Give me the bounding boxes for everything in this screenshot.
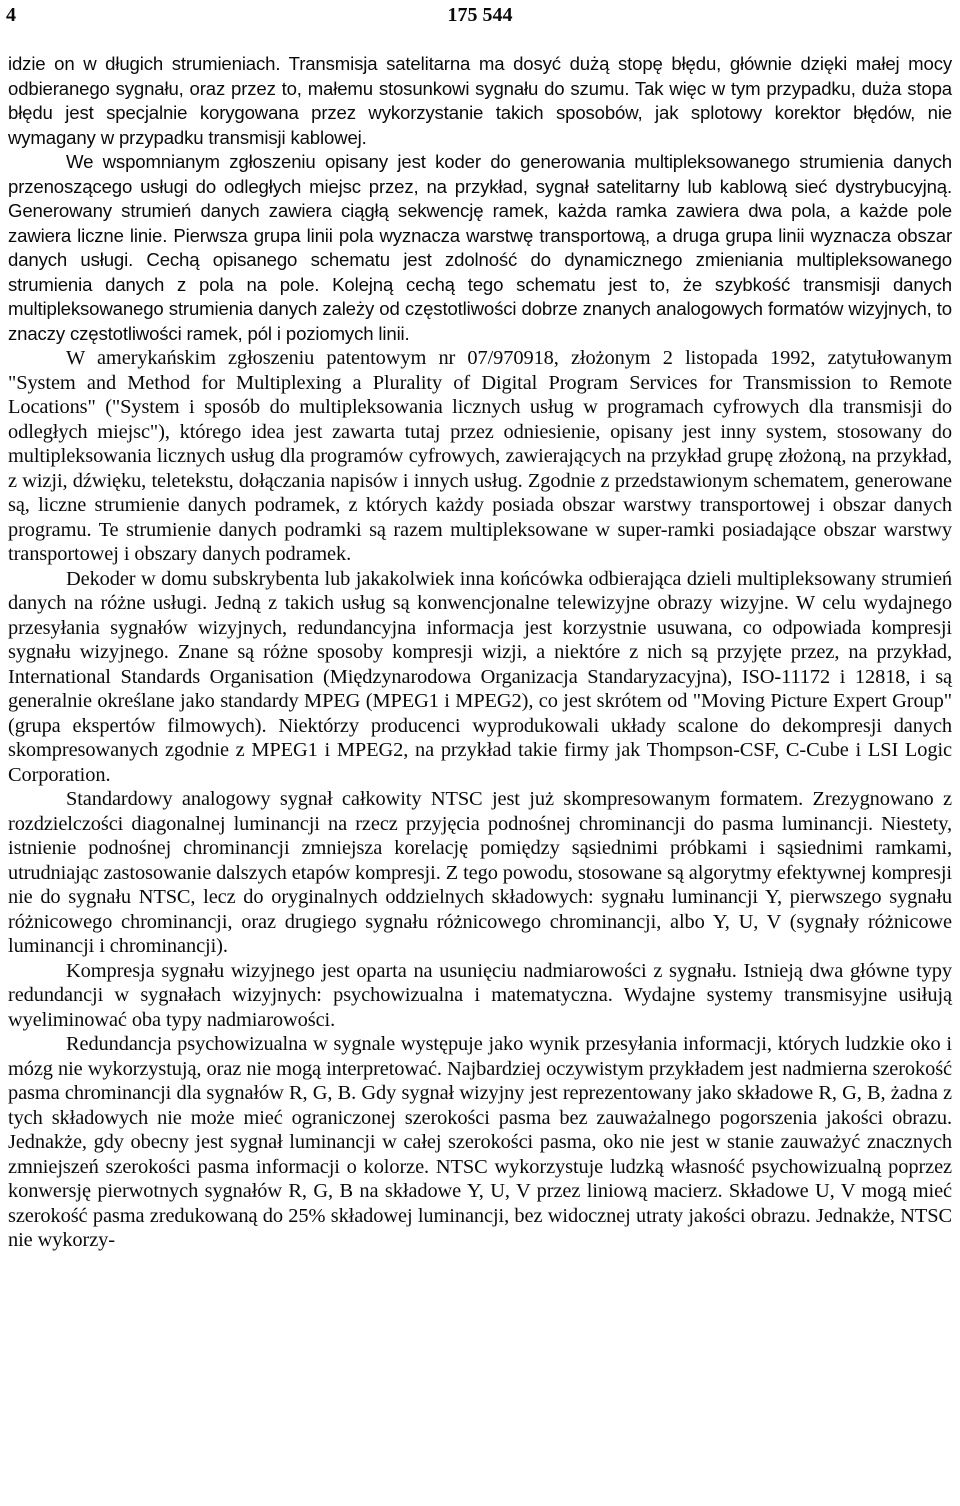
paragraph: Redundancja psychowizualna w sygnale występuje jako wynik przesyłania informacji, których ludzkie oko i mózg nie wykorzystują, oraz nie mogą interpretować. Najbardziej oczywistym przykładem jest nadmierna szerokość pasma chrominancji dla sygnałów R, G, B. Gdy sygnał wizyjny jest reprezentowany jako składowe R, G, B, żadna z tych składowych nie może mieć ograniczonej szerokości pasma bez zauważalnego pogorszenia jakości obrazu. Jednakże, gdy obecny jest sygnał luminancji w całej szerokości pasma, oko nie jest w stanie zauważyć znacznych zmniejszeń szerokości pasma informacji o kolorze. NTSC wykorzystuje ludzką własność psychowizualną poprzez konwersję pierwotnych sygnałów R, G, B na składowe Y, U, V przez liniową macierz. Składowe U, V mogą mieć szerokość pasma zredukowaną do 25% składowej luminancji, bez widocznej utraty jakości obrazu. Jednakże, NTSC nie wykorzy- xyxy=(8,1033,952,1251)
paragraph: Kompresja sygnału wizyjnego jest oparta na usunięciu nadmiarowości z sygnału. Istnieją dwa główne typy redundancji w sygnałach wizyjnych: psychowizualna i matematyczna. Wydajne systemy transmisyjne usiłują wyeliminować oba typy nadmiarowości. xyxy=(8,959,952,1031)
paragraph: Standardowy analogowy sygnał całkowity NTSC jest już skompresowanym formatem. Zrezygnowano z rozdzielczości diagonalnej luminancji na rzecz przyjęcia podnośnej chrominancji do pasma luminancji. Niestety, istnienie podnośnej chrominancji zmniejsza korelację pomiędzy sąsiednimi próbkami i sąsiednimi ramkami, utrudniając zastosowanie dalszych etapów kompresji. Z tego powodu, stosowane są algorytmy efektywnej kompresji nie do sygnału NTSC, lecz do oryginalnych oddzielnych składowych: sygnału luminancji Y, pierwszego sygnału różnicowego chrominancji, oraz drugiego sygnału różnicowego chrominancji, albo Y, U, V (sygnały różnicowe luminancji i chrominancji). xyxy=(8,788,952,957)
page-number: 4 xyxy=(6,4,16,26)
paragraph: Dekoder w domu subskrybenta lub jakakolwiek inna końcówka odbierająca dzieli multipleksowany strumień danych na różne usługi. Jedną z takich usług są konwencjonalne telewizyjne obrazy wizyjne. W celu wydajnego przesyłania sygnałów wizyjnych, redundancyjna informacja jest korzystnie usuwana, co odpowiada kompresji sygnału wizyjnego. Znane są różne sposoby kompresji wizji, a niektóre z nich są przyjęte przez, na przykład, International Standards Organisation (Międzynarodowa Organizacja Standaryzacyjna), ISO-11172 i 12818, i są generalnie określane jako standardy MPEG (MPEG1 i MPEG2), co jest skrótem od "Moving Picture Expert Group" (grupa ekspertów filmowych). Niektórzy producenci wyprodukowali układy scalone do dekompresji danych skompresowanych zgodnie z MPEG1 i MPEG2, na przykład takie firmy jak Thompson-CSF, C-Cube i LSI Logic Corporation. xyxy=(8,567,952,786)
page-header xyxy=(0,4,960,30)
paragraph-continued: idzie on w długich strumieniach. Transmisja satelitarna ma dosyć dużą stopę błędu, głównie dzięki małej mocy odbieranego sygnału, oraz przez to, małemu stosunkowi sygnału do szumu. Tak więc w tym przypadku, duża stopa błędu jest specjalnie korygowana przez wykorzystanie takich sposobów, jak splotowy korektor błędów, nie wymagany w przypadku transmisji kablowej. xyxy=(8,53,952,148)
paragraph: We wspomnianym zgłoszeniu opisany jest koder do generowania multipleksowanego strumienia danych przenoszącego usługi do odległych miejsc przez, na przykład, sygnał satelitarny lub kablową sieć dystrybucyjną. Generowany strumień danych zawiera ciągłą sekwencję ramek, każda ramka zawiera dwa pola, a każde pole zawiera liczne linie. Pierwsza grupa linii pola wyznacza warstwę transportową, a druga grupa linii wyznacza obszar danych usługi. Cechą opisanego schematu jest zdolność do dynamicznego zmieniania multipleksowanego strumienia danych z pola na pole. Kolejną cechą tego schematu jest to, że szybkość transmisji danych multipleksowanego strumienia danych zależy od częstotliwości dobrze znanych analogowych formatów wizyjnych, to znaczy częstotliwości ramek, pól i poziomych linii. xyxy=(8,151,952,344)
paragraph: W amerykańskim zgłoszeniu patentowym nr 07/970918, złożonym 2 listopada 1992, zatytułowanym "System and Method for Multiplexing a Plurality of Digital Program Services for Transmission to Remote Locations" ("System i sposób do multipleksowania licznych usług w programach cyfrowych dla transmisji do odległych miejsc"), którego idea jest zawarta tutaj przez odniesienie, opisany jest inny system, stosowany do multipleksowania licznych usług dla programów cyfrowych, zawierających na przykład grupę złożoną, na przykład, z wizji, dźwięku, teletekstu, dołączania napisów i innych usług. Zgodnie z przedstawionym schematem, generowane są, liczne strumienie danych podramek, z których każdy posiada obszar warstwy transportowej i obszar danych programu. Te strumienie danych podramki są razem multipleksowane w super-ramki posiadające obszar warstwy transportowej i obszary danych podramek. xyxy=(8,347,952,565)
patent-number: 175 544 xyxy=(447,4,513,26)
document-body xyxy=(8,52,952,1253)
